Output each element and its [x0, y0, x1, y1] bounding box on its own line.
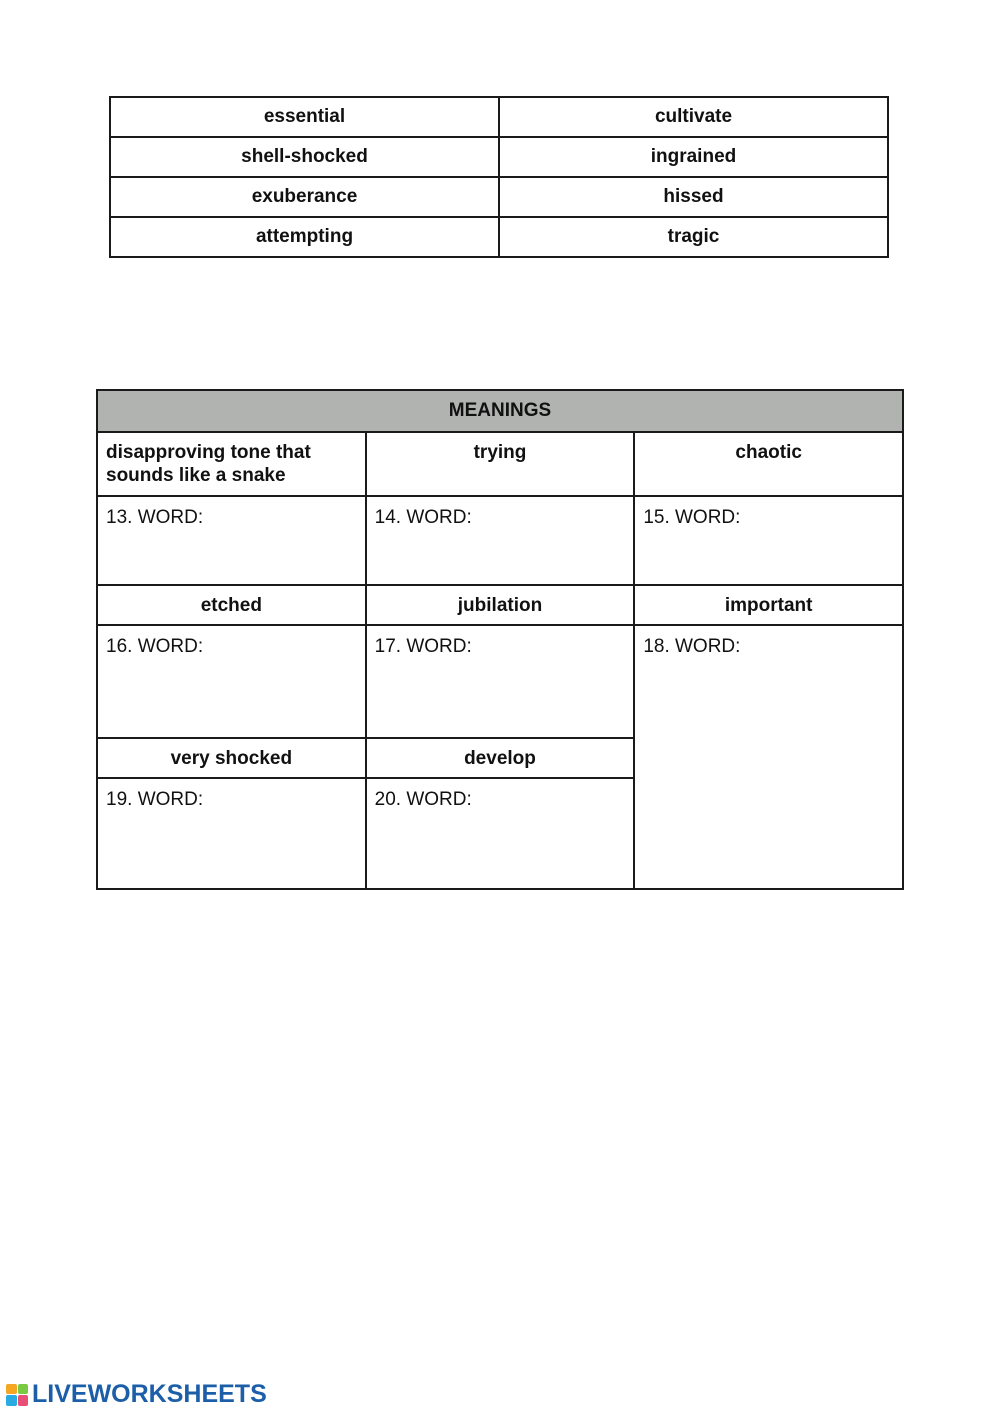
answer-cell-15[interactable]: 15. WORD:	[634, 496, 903, 585]
logo-square	[6, 1395, 17, 1406]
word-bank-row	[110, 137, 888, 177]
meaning-cell: etched	[97, 585, 366, 625]
meaning-cell: important	[634, 585, 903, 625]
meanings-table	[96, 389, 904, 890]
meanings-header: MEANINGS	[97, 390, 903, 432]
meaning-cell: jubilation	[366, 585, 635, 625]
meaning-row	[97, 585, 903, 625]
answer-row	[97, 496, 903, 585]
word-bank-cell: essential	[110, 97, 499, 137]
meaning-cell: very shocked	[97, 738, 366, 778]
liveworksheets-logo-icon	[6, 1384, 28, 1406]
liveworksheets-brand	[6, 1380, 267, 1409]
brand-name: LIVEWORKSHEETS	[32, 1380, 267, 1408]
word-bank-cell: cultivate	[499, 97, 888, 137]
answer-cell-14[interactable]: 14. WORD:	[366, 496, 635, 585]
answer-cell-19[interactable]: 19. WORD:	[97, 778, 366, 889]
meaning-row	[97, 432, 903, 496]
meanings-header-row	[97, 390, 903, 432]
answer-cell-18[interactable]: 18. WORD:	[634, 625, 903, 889]
answer-row	[97, 625, 903, 738]
meaning-cell: chaotic	[634, 432, 903, 496]
word-bank-cell: ingrained	[499, 137, 888, 177]
word-bank-cell: exuberance	[110, 177, 499, 217]
word-bank-row	[110, 217, 888, 257]
meaning-cell: trying	[366, 432, 635, 496]
word-bank-cell: hissed	[499, 177, 888, 217]
word-bank-row	[110, 97, 888, 137]
answer-cell-13[interactable]: 13. WORD:	[97, 496, 366, 585]
logo-square	[18, 1384, 29, 1395]
logo-square	[6, 1384, 17, 1395]
meaning-cell: develop	[366, 738, 635, 778]
word-bank-table	[109, 96, 889, 258]
word-bank-cell: attempting	[110, 217, 499, 257]
word-bank-cell: shell-shocked	[110, 137, 499, 177]
word-bank-cell: tragic	[499, 217, 888, 257]
answer-cell-16[interactable]: 16. WORD:	[97, 625, 366, 738]
logo-square	[18, 1395, 29, 1406]
meaning-cell: disapproving tone that sounds like a snake	[97, 432, 366, 496]
answer-cell-17[interactable]: 17. WORD:	[366, 625, 635, 738]
word-bank-row	[110, 177, 888, 217]
answer-cell-20[interactable]: 20. WORD:	[366, 778, 635, 889]
